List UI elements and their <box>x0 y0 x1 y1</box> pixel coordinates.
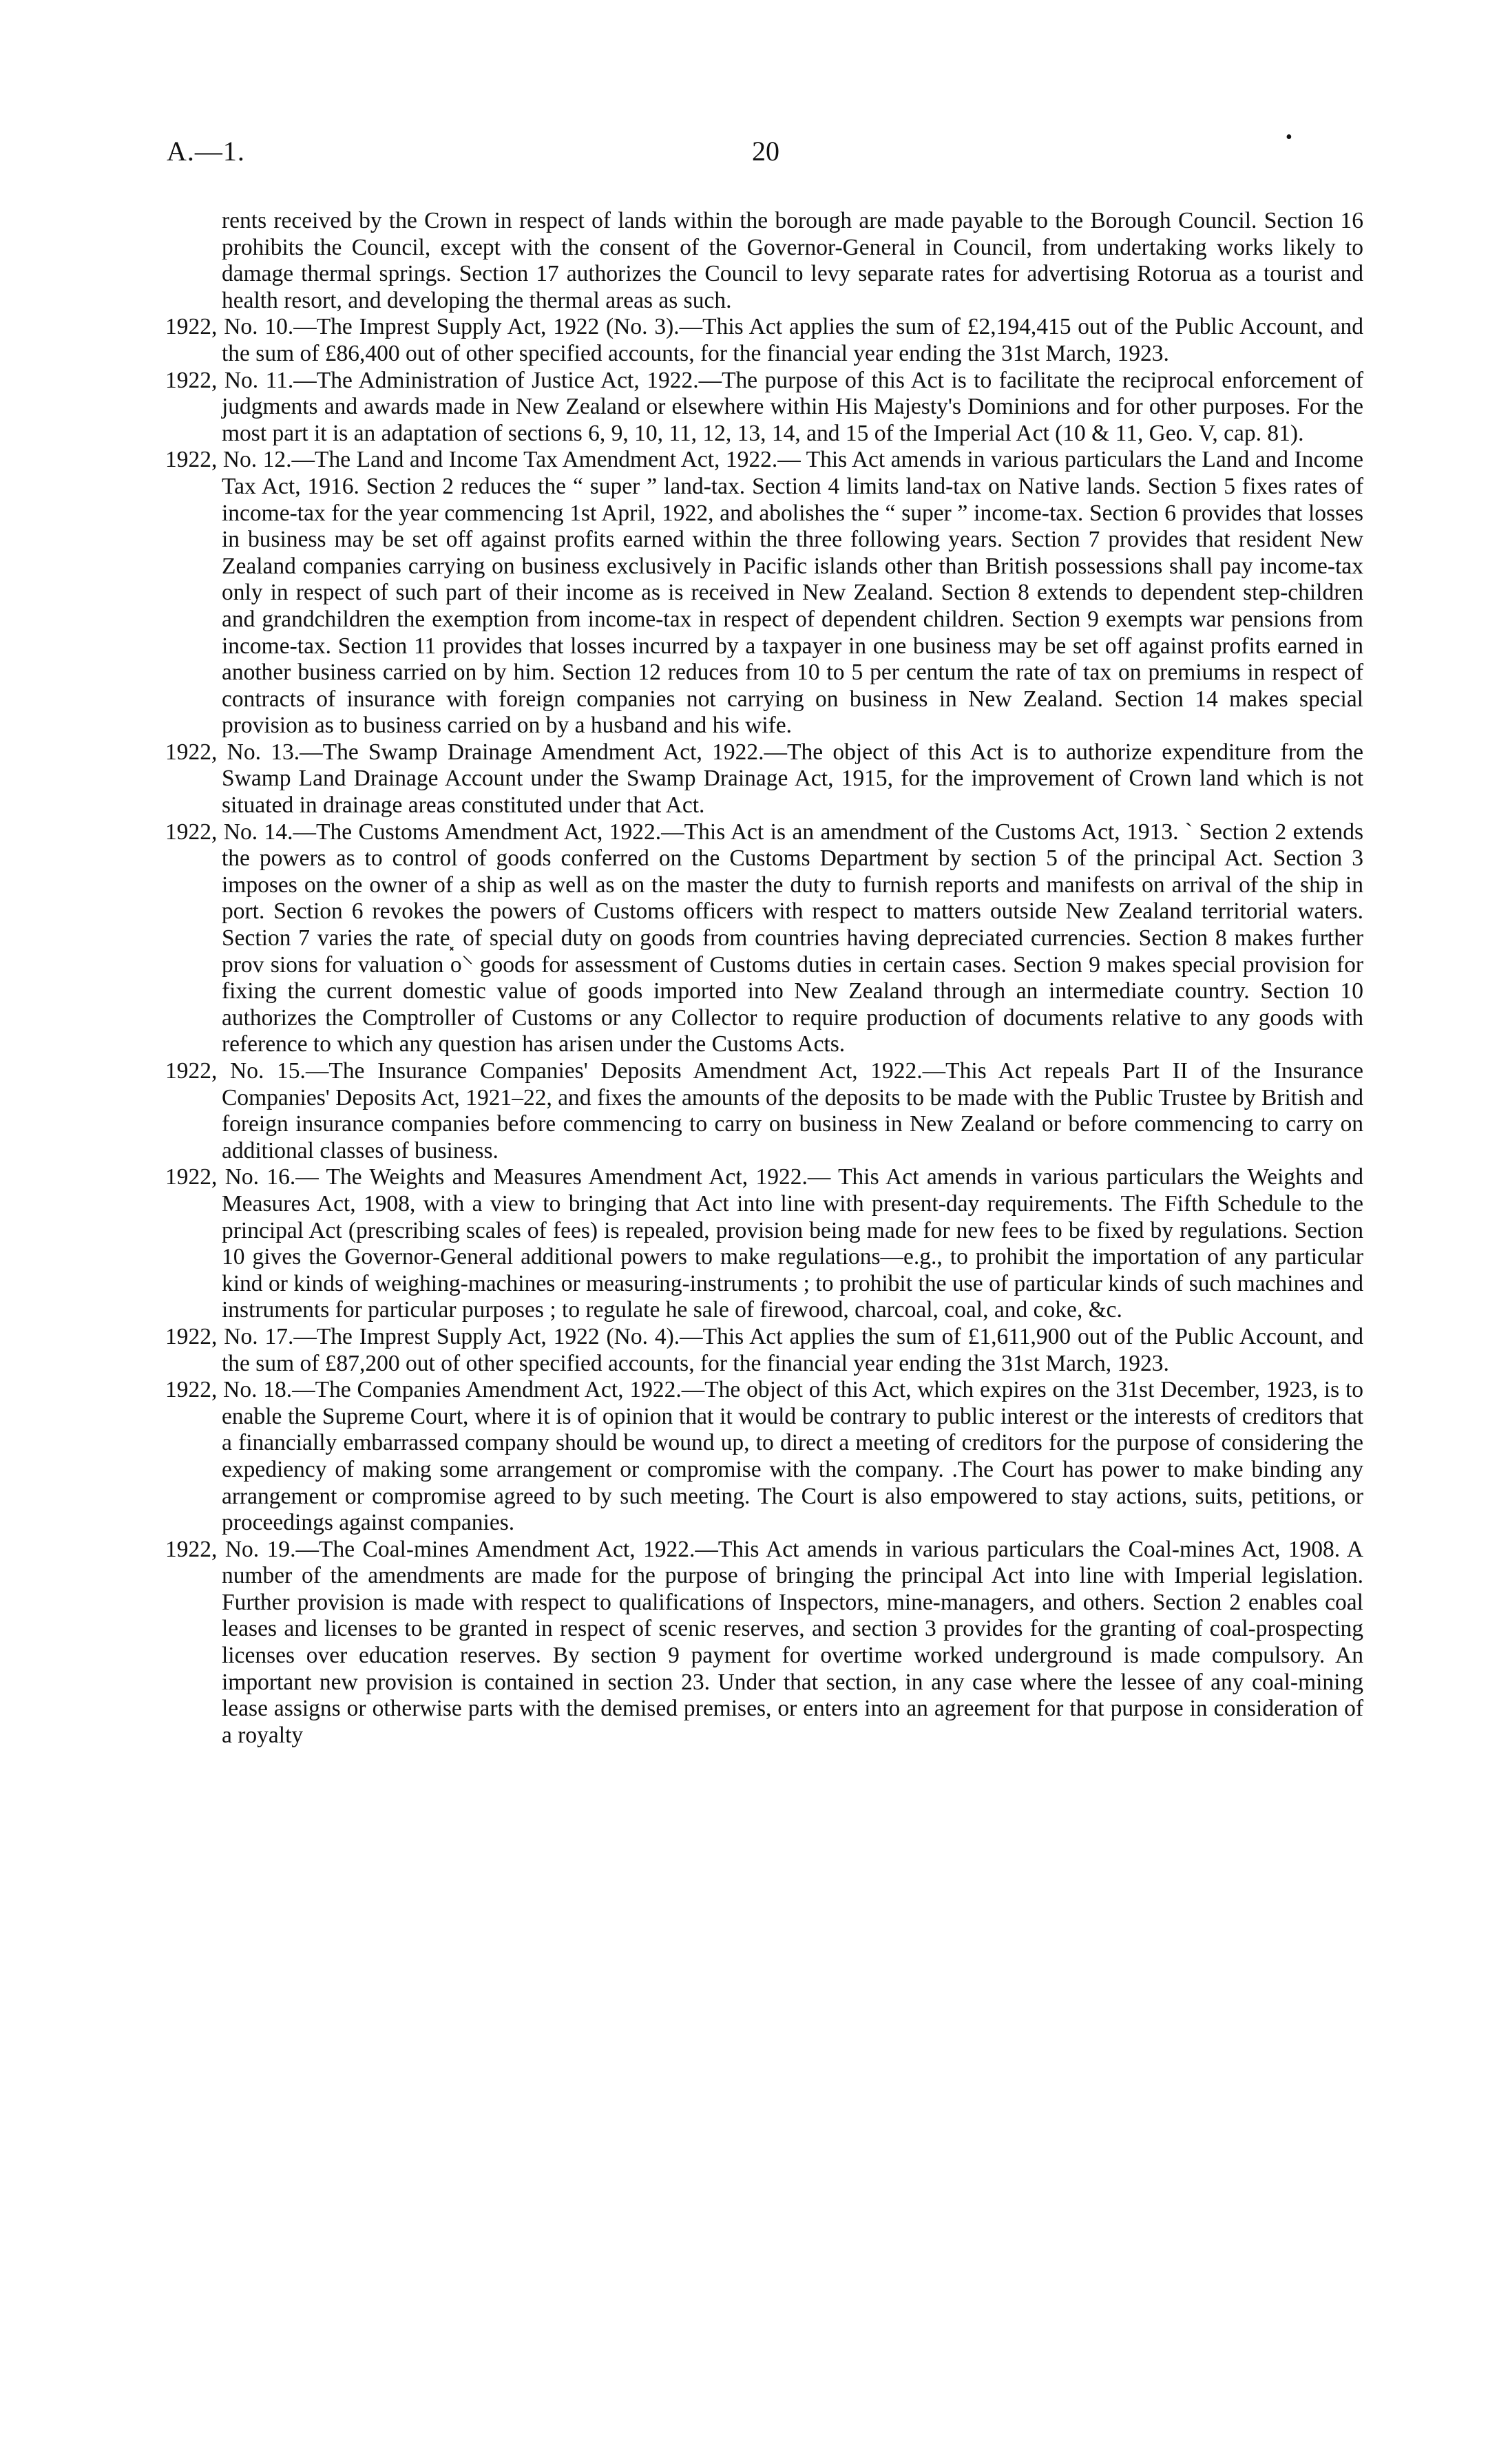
page-header <box>167 127 1365 176</box>
paragraph-text: —The Swamp Drainage Amendment Act, 1922.—The object of this Act is to authorize expenditure from the Swamp Land Drainage Account under the Swamp Drainage Act, 1915, for the improvement of Crown land which is not situated in drainage areas constituted under that Act. <box>222 739 1363 819</box>
act-reference: 1922, No. 10. <box>165 314 294 340</box>
paragraph-text: —The Coal-mines Amendment Act, 1922.—This Act amends in various particulars the Coal-mines Act, 1908. A number of the amendments are made for the purpose of bringing the principal Act into line with Imperial legislation. Further provision is made with respect to qualifications of Inspectors, mine-managers, and others. Section 2 enables coal leases and licenses to be granted in respect of scenic reserves, and section 3 provides for the granting of coal-prospecting licenses over education reserves. By section 9 payment for overtime worked underground is made compulsory. An important new provision is contained in section 23. Under that section, in any case where the lessee of any coal-mining lease assigns or otherwise parts with the demised premises, or enters into an agreement for that purpose in consideration of a royalty <box>222 1536 1363 1748</box>
paragraph-act-1922-13 <box>165 739 1363 819</box>
act-reference: 1922, No. 13. <box>165 739 300 765</box>
act-reference: 1922, No. 15. <box>165 1058 306 1084</box>
paragraph-act-1922-18 <box>165 1377 1363 1537</box>
act-reference: 1922, No. 16. <box>165 1164 296 1190</box>
paragraph-text: —The Imprest Supply Act, 1922 (No. 4).—This Act applies the sum of £1,611,900 out of the Public Account, and the sum of £87,200 out of other specified accounts, for the financial year ending the 31st March, 1923. <box>222 1323 1363 1376</box>
paragraph-text: —The Companies Amendment Act, 1922.—The object of this Act, which expires on the 31st December, 1923, is to enable the Supreme Court, where it is of opinion that it would be contrary to public interest or the interests of creditors that a financially embarrassed company should be wound up, to direct a meeting of creditors for the purpose of considering the expediency of making some arrangement or compromise with the company. .The Court has power to make binding any arrangement or compromise agreed to by such meeting. The Court is also empowered to stay actions, suits, petitions, or proceedings against companies. <box>222 1377 1364 1536</box>
paragraph-act-1922-14 <box>165 819 1363 1058</box>
act-reference: 1922, No. 12. <box>165 447 292 473</box>
act-reference: 1922, No. 11. <box>165 367 294 393</box>
paragraph-act-1922-17 <box>165 1324 1363 1377</box>
paragraph-act-1922-10 <box>165 314 1363 367</box>
paragraph-text: —The Insurance Companies' Deposits Amendment Act, 1922.—This Act repeals Part II of the Insurance Companies' Deposits Act, 1921–22, and fixes the amounts of the deposits to be made with the Public Trustee by British and foreign insurance companies before commencing to carry on business in New Zealand or before commencing to carry on additional classes of business. <box>222 1058 1363 1163</box>
paragraph-act-1922-15 <box>165 1058 1363 1164</box>
paragraph-text: —The Land and Income Tax Amendment Act, 1922.— This Act amends in various particulars the Land and Income Tax Act, 1916. Section 2 reduces the “ super ” land-tax. Section 4 limits land-tax on Native lands. Section 5 fixes rates of income-tax for the year commencing 1st April, 1922, and abolishes the “ super ” income-tax. Section 6 provides that losses in business may be set off against profits earned within the three following years. Section 7 provides that resident New Zealand companies carrying on business exclusively in Pacific islands other than British possessions shall pay income-tax only in respect of such part of their income as is received in New Zealand. Section 8 extends to dependent step-children and grandchildren the exemption from income-tax in respect of dependent children. Section 9 exempts war pensions from income-tax. Section 11 provides that losses incurred by a taxpayer in one business may be set off against profits earned in another business carried on by him. Section 12 reduces from 10 to 5 per centum the rate of tax on premiums in respect of contracts of insurance with foreign companies not carrying on business in New Zealand. Section 14 makes special provision as to business carried on by a husband and his wife. <box>222 447 1363 739</box>
stray-mark: • <box>1286 127 1292 148</box>
act-reference: 1922, No. 19. <box>165 1536 296 1562</box>
paragraph-act-1922-11 <box>165 368 1363 447</box>
paragraph-text: — The Weights and Measures Amendment Act, 1922.— This Act amends in various particulars the Weights and Measures Act, 1908, with a view to bringing that Act into line with present-day requirements. The Fifth Schedule to the principal Act (prescribing scales of fees) is repealed, provision being made for new fees to be fixed by regulations. Section 10 gives the Governor-General additional powers to make regulations—e.g., to prohibit the importation of any particular kind or kinds of weighing-machines or measuring-instruments ; to prohibit the use of particular kinds of such machines and instruments for particular purposes ; to regulate he sale of firewood, charcoal, coal, and coke, &c. <box>222 1164 1363 1323</box>
paragraph-text: rents received by the Crown in respect of lands within the borough are made payable to the Borough Council. Section 16 prohibits the Council, except with the consent of the Governor-General in Council, from undertaking works likely to damage thermal springs. Section 17 authorizes the Council to levy separate rates for advertising Rotorua as a tourist and health resort, and developing the thermal areas as such. <box>222 208 1363 313</box>
paragraph-text: —The Customs Amendment Act, 1922.—This Act is an amendment of the Customs Act, 1913. ` Section 2 extends the powers as to control of goods conferred on the Customs Department by section 5 of the principal Act. Section 3 imposes on the owner of a ship as well as on the master the duty to furnish reports and manifests on arrival of the ship in port. Section 6 revokes the powers of Customs officers with respect to matters outside New Zealand territorial waters. Section 7 varies the rate⸼ of special duty on goods from countries having depreciated currencies. Section 8 makes further prov sions for valuation o⸌ goods for assessment of Customs duties in certain cases. Section 9 makes special provision for fixing the current domestic value of goods imported into New Zealand through an intermediate country. Section 10 authorizes the Comptroller of Customs or any Collector to require production of documents relative to any goods with reference to which any question has arisen under the Customs Acts. <box>222 819 1363 1057</box>
document-body <box>165 208 1363 1749</box>
paragraph-text: —The Administration of Justice Act, 1922.—The purpose of this Act is to facilitate the reciprocal enforcement of judgments and awards made in New Zealand or elsewhere within His Majesty's Dominions and for other purposes. For the most part it is an adaptation of sections 6, 9, 10, 11, 12, 13, 14, and 15 of the Imperial Act (10 & 11, Geo. V, cap. 81). <box>222 367 1363 446</box>
document-reference: A.—1. <box>167 136 245 167</box>
act-reference: 1922, No. 17. <box>165 1323 294 1349</box>
paragraph-text: —The Imprest Supply Act, 1922 (No. 3).—This Act applies the sum of £2,194,415 out of the Public Account, and the sum of £86,400 out of other specified accounts, for the financial year ending the 31st March, 1923. <box>222 314 1363 366</box>
page-number: 20 <box>752 136 779 167</box>
paragraph-act-1922-12 <box>165 447 1363 739</box>
act-reference: 1922, No. 14. <box>165 819 293 845</box>
paragraph-act-1922-16 <box>165 1164 1363 1324</box>
act-reference: 1922, No. 18. <box>165 1377 293 1403</box>
paragraph-act-1922-19 <box>165 1537 1363 1749</box>
paragraph-continuation <box>165 208 1363 314</box>
